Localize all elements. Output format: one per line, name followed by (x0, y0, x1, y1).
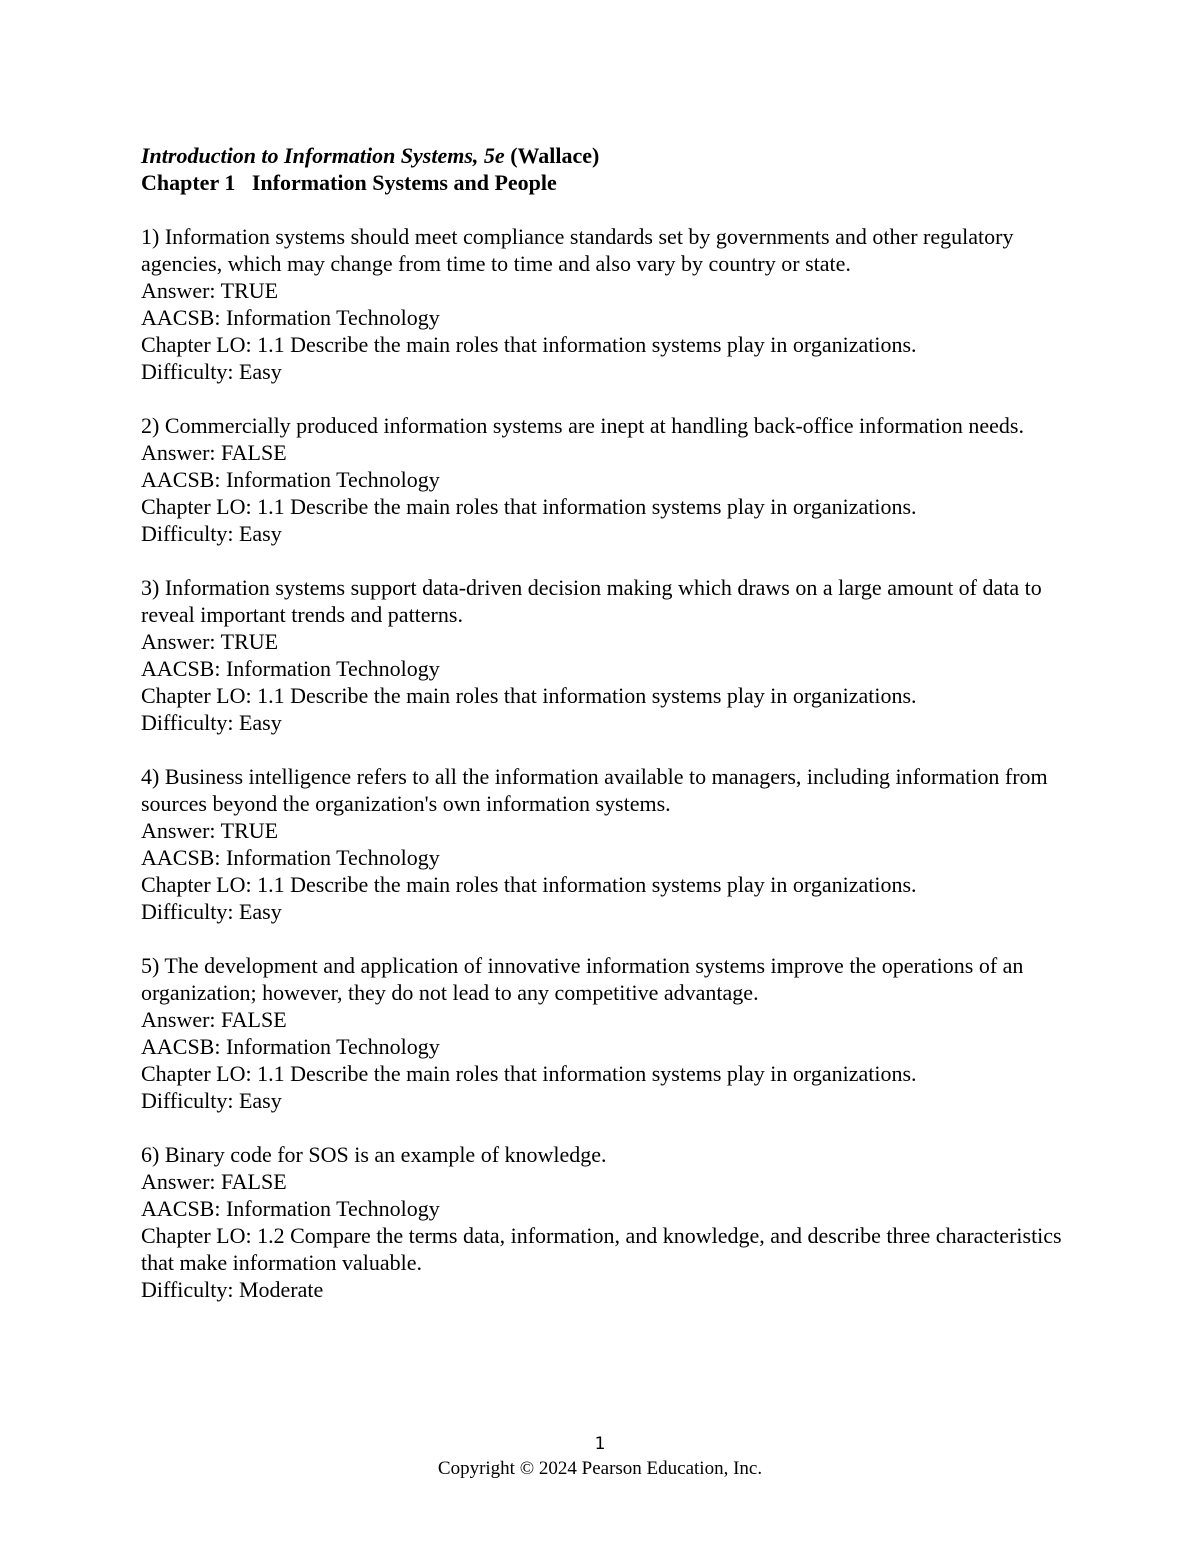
page-number: 1 (594, 1434, 606, 1454)
question-text: 5) The development and application of innovative information systems improve the operations of an organization; however, they do not lead to any competitive advantage. (141, 953, 1024, 1005)
question-answer: Answer: FALSE (141, 440, 287, 465)
question-answer: Answer: FALSE (141, 1007, 287, 1032)
question-text: 3) Information systems support data-driven decision making which draws on a large amount of data to reveal important trends and patterns. (141, 575, 1042, 627)
question-difficulty: Difficulty: Easy (141, 899, 282, 924)
question-difficulty: Difficulty: Easy (141, 359, 282, 384)
question-aacsb: AACSB: Information Technology (141, 1196, 440, 1221)
question-list (141, 223, 1081, 1303)
question-answer: Answer: FALSE (141, 1169, 287, 1194)
question-text: 2) Commercially produced information systems are inept at handling back-office information needs. (141, 413, 1024, 438)
question-chapter-lo: Chapter LO: 1.1 Describe the main roles that information systems play in organizations. (141, 1061, 917, 1086)
question-text: 6) Binary code for SOS is an example of knowledge. (141, 1142, 607, 1167)
question-difficulty: Difficulty: Easy (141, 1088, 282, 1113)
question-chapter-lo: Chapter LO: 1.1 Describe the main roles that information systems play in organizations. (141, 332, 917, 357)
question-aacsb: AACSB: Information Technology (141, 656, 440, 681)
question-chapter-lo: Chapter LO: 1.1 Describe the main roles that information systems play in organizations. (141, 494, 917, 519)
document-title (141, 142, 1081, 169)
question-aacsb: AACSB: Information Technology (141, 467, 440, 492)
question-answer: Answer: TRUE (141, 629, 279, 654)
question-aacsb: AACSB: Information Technology (141, 305, 440, 330)
question-chapter-lo: Chapter LO: 1.2 Compare the terms data, information, and knowledge, and describe three characteristics that make information valuable. (141, 1223, 1062, 1275)
copyright-notice: Copyright © 2024 Pearson Education, Inc. (437, 1458, 763, 1479)
question-aacsb: AACSB: Information Technology (141, 1034, 440, 1059)
question-item (141, 952, 1081, 1114)
question-answer: Answer: TRUE (141, 278, 279, 303)
question-item (141, 763, 1081, 925)
question-aacsb: AACSB: Information Technology (141, 845, 440, 870)
question-chapter-lo: Chapter LO: 1.1 Describe the main roles that information systems play in organizations. (141, 872, 917, 897)
question-chapter-lo: Chapter LO: 1.1 Describe the main roles that information systems play in organizations. (141, 683, 917, 708)
question-difficulty: Difficulty: Easy (141, 710, 282, 735)
question-text: 1) Information systems should meet compliance standards set by governments and other regulatory agencies, which may change from time to time and also vary by country or state. (141, 224, 1014, 276)
question-item (141, 1141, 1081, 1303)
question-answer: Answer: TRUE (141, 818, 279, 843)
question-item (141, 223, 1081, 385)
question-item (141, 412, 1081, 547)
question-item (141, 574, 1081, 736)
question-difficulty: Difficulty: Easy (141, 521, 282, 546)
question-text: 4) Business intelligence refers to all the information available to managers, including information from sources beyond the organization's own information systems. (141, 764, 1048, 816)
book-title: Introduction to Information Systems, 5e (141, 143, 505, 168)
question-difficulty: Difficulty: Moderate (141, 1277, 324, 1302)
page-content (141, 142, 1081, 1330)
chapter-heading: Chapter 1 Information Systems and People (141, 170, 557, 195)
author-name: (Wallace) (504, 143, 600, 168)
